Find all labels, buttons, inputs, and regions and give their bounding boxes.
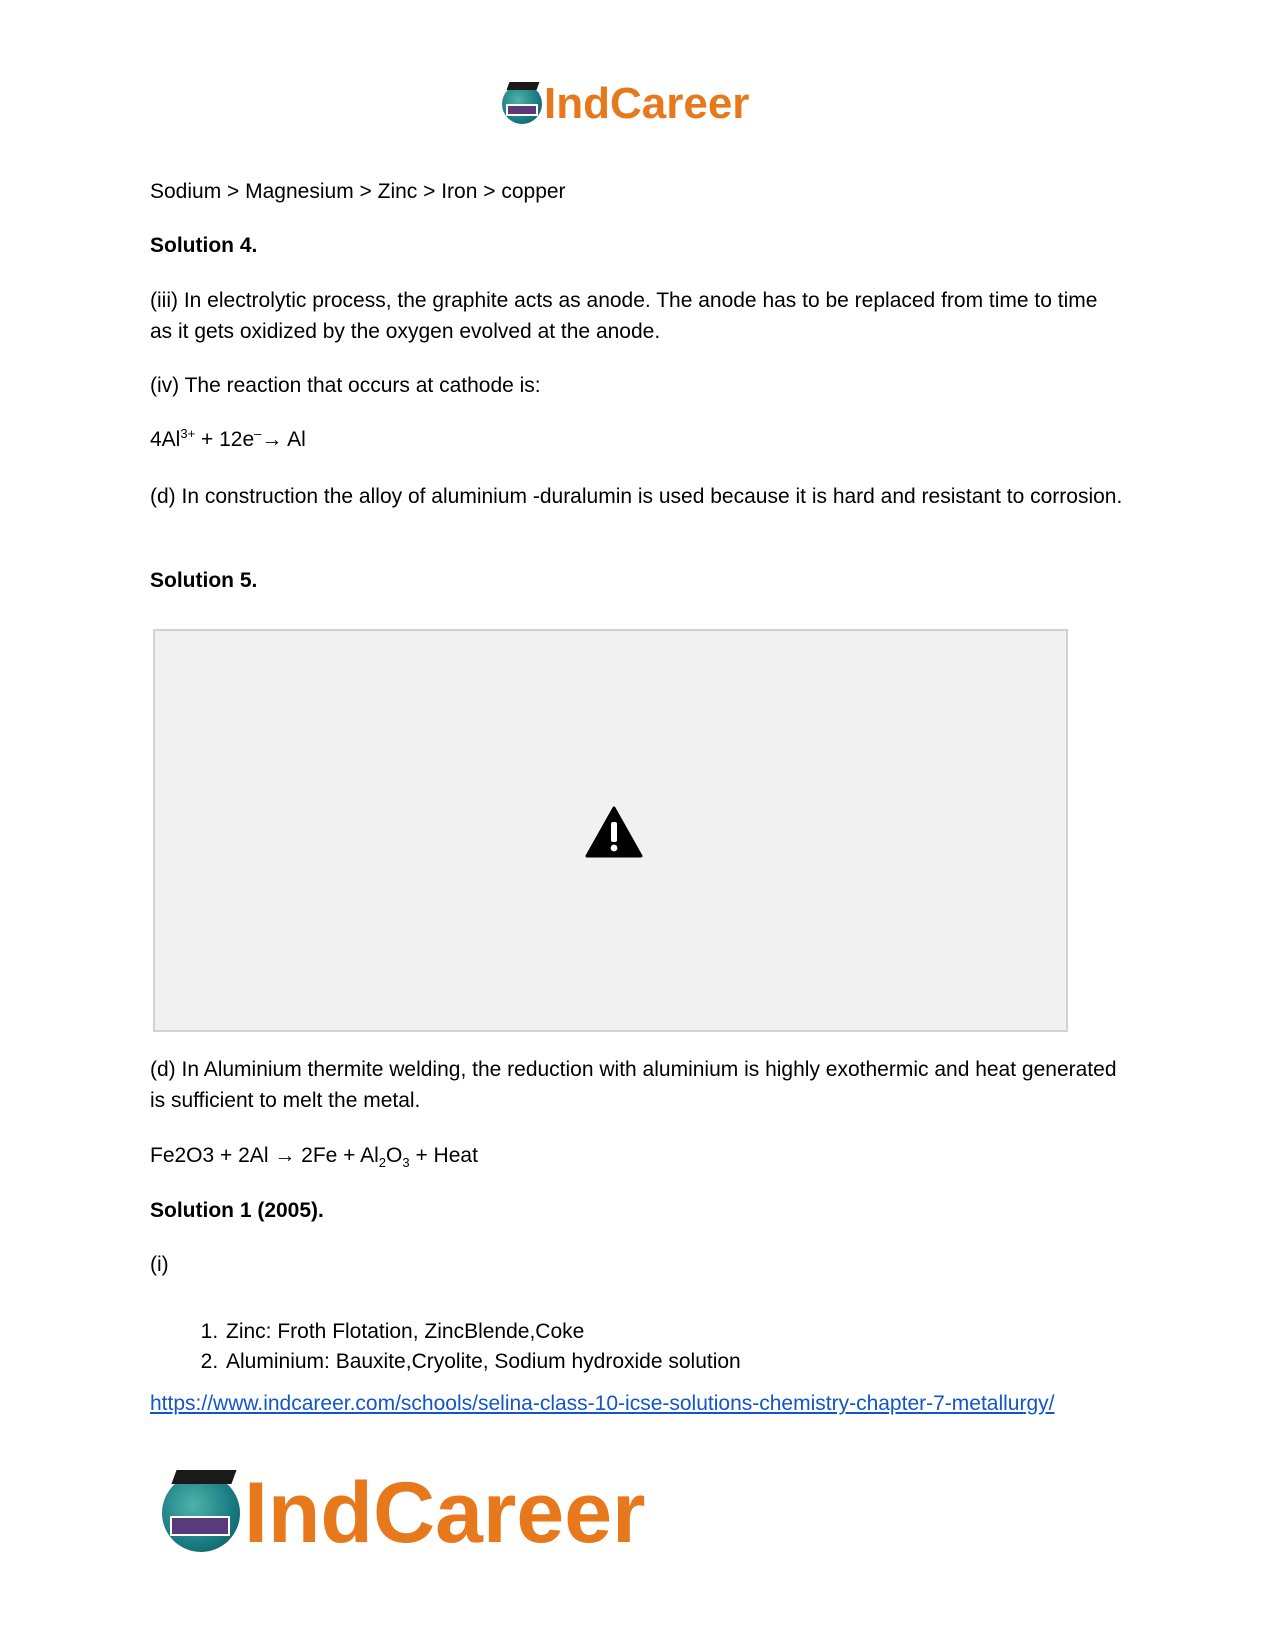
warning-icon (585, 806, 643, 858)
footer-logo (162, 1465, 702, 1561)
paragraph: (d) In Aluminium thermite welding, the reduction with aluminium is highly exothermic and heat generated is sufficient to melt the metal. (150, 1058, 1117, 1112)
eq-sub: 3 (402, 1155, 410, 1171)
solution-heading: Solution 1 (2005). (150, 1199, 324, 1222)
eq-part: 4Al (150, 428, 181, 451)
eq-part: → Al (261, 428, 306, 451)
graduation-cap-icon (171, 1470, 236, 1484)
eq-part: + 12e (195, 428, 255, 451)
solution-heading: Solution 4. (150, 234, 258, 257)
source-link[interactable]: https://www.indcareer.com/schools/selina-class-10-icse-solutions-chemistry-chapter-7-metallurgy/ (150, 1392, 1055, 1415)
paragraph: (iv) The reaction that occurs at cathode is: (150, 374, 541, 397)
book-icon (506, 104, 538, 116)
eq-part: + Heat (409, 1144, 478, 1167)
eq-sup: – (254, 426, 262, 441)
eq-part: O (386, 1144, 403, 1167)
logo-text: IndCareer (544, 79, 750, 128)
paragraph: Sodium > Magnesium > Zinc > Iron > copper (150, 180, 566, 203)
cathode-equation (150, 424, 1125, 455)
globe-icon (162, 1474, 240, 1552)
logo-text: IndCareer (244, 1465, 646, 1561)
paragraph: (d) In construction the alloy of aluminium -duralumin is used because it is hard and resistant to corrosion. (150, 485, 1123, 508)
list-item: 2. Aluminium: Bauxite,Cryolite, Sodium hydroxide solution (224, 1347, 1124, 1377)
eq-sub: 2 (378, 1155, 387, 1171)
thermite-equation (150, 1140, 1125, 1171)
paragraph: (iii) In electrolytic process, the graphite acts as anode. The anode has to be replaced from time to time as it gets oxidized by the oxygen evolved at the anode. (150, 289, 1098, 343)
header-logo (502, 78, 772, 130)
book-icon (170, 1516, 230, 1536)
solution-heading: Solution 5. (150, 569, 258, 592)
list-item: 1. Zinc: Froth Flotation, ZincBlende,Coke (224, 1317, 1124, 1347)
graduation-cap-icon (507, 82, 540, 90)
eq-sup: 3+ (180, 426, 196, 441)
ordered-list (150, 1317, 1124, 1377)
paragraph: (i) (150, 1253, 169, 1276)
eq-part: Fe2O3 + 2Al → 2Fe + Al (150, 1144, 379, 1167)
broken-image-placeholder (153, 629, 1068, 1032)
